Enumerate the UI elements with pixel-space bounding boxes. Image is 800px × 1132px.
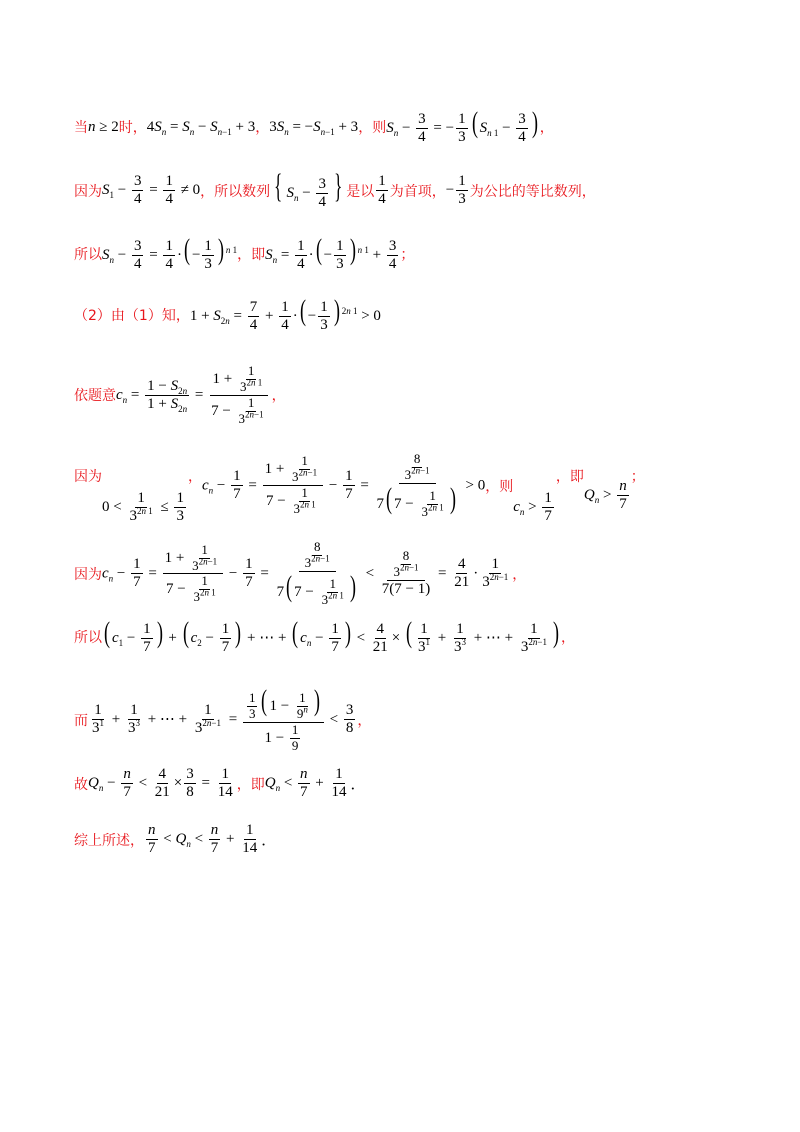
line-11: 综上所述， $\frac{n}{7}$ < $Q_n$ < $\frac{n}{7}$ + $\frac{1}{14}$ ．: [74, 822, 277, 857]
text: 因为: [74, 183, 102, 200]
line-3: 所以 $S_n$ − $\frac{3}{4}$ = $\frac{1}{4}$ ·( − $\frac{1}{3}$ ) $^{n 1}$ ，即 $S_n$ = $\frac{1}{4}$ ·( − $\frac{1}{3}$ ) $^{n 1}$ + $\frac{3}{4}$ ；: [74, 233, 415, 273]
text: ，: [271, 388, 286, 405]
line-1: 当 n ≥ 2 时， $4S_n = S_n - S_{n-1} + 3$ ， $3S_n = -S_{n-1} + 3$ ， 则 $S_n$ − $\frac{3}{4}$ = − $\frac{1}{3}$ ( $S_{n 1}$ − $\frac{3}{4}$ ) ，: [74, 106, 554, 146]
line-9: 而 $\frac{1}{3^1}$ + $\frac{1}{3^3}$ + ⋯ + $\frac{1}{3^{2n-1}}$ = $\frac{1}{3}$ ( 1 − $\frac{1}{9^n}$ ) 1 − $\frac{1}{9}$ < $\frac{3}{8}$ ，: [74, 684, 372, 753]
line-10: 故 $Q_n$ − $\frac{n}{7}$ < $\frac{4}{21}$ × $\frac{3}{8}$ = $\frac{1}{14}$ ，即 $Q_n$ < $\frac{n}{7}$ + $\frac{1}{14}$ ．: [74, 766, 366, 801]
text: ，: [357, 712, 372, 729]
text: ；: [630, 468, 645, 485]
text: 所以: [74, 630, 102, 647]
text: ，: [512, 566, 527, 583]
text: ，所以数列: [200, 183, 271, 200]
text: 为首项，: [389, 183, 446, 200]
text: ，则: [485, 478, 514, 495]
text: ．: [350, 777, 366, 794]
line-5: 依题意 $c_n$ = $\frac{1 - S_{2n}}{1 + S_{2n}}$ = 1 + $\frac{1}{3^{2n 1}}$ 7 − $\frac{1}{3^{2n-1}}$ ，: [74, 363, 286, 426]
text: （2）由（1）知，: [74, 308, 190, 325]
text: ．: [261, 833, 277, 850]
text: 因为: [74, 566, 102, 583]
text: ，: [560, 630, 575, 647]
text: 因为: [74, 468, 102, 485]
text: 故: [74, 776, 88, 793]
text: ，即: [236, 776, 265, 793]
text: 而: [74, 712, 88, 729]
text: ，即: [237, 247, 266, 264]
text: 则: [372, 120, 387, 137]
text: 所以: [74, 247, 102, 264]
line-7: 因为 $c_n$ − $\frac{1}{7}$ = 1 + $\frac{1}{3^{2n-1}}$ 7 − $\frac{1}{3^{2n 1}}$ − $\frac{1}{7}$ = $\frac{8}{3^{2n-1}}$ 7( 7 − $\frac{1}{3^{2n 1}}$ ) < $\frac{\frac{8}{3^{2n-1}}}{7(7 - 1)}$ = $\frac{4}{21}$ · $\frac{1}{3^{2n-1}}$ ，: [74, 539, 527, 607]
text: ，: [539, 120, 554, 137]
text: 综上所述，: [74, 832, 144, 849]
text: 时，: [118, 120, 147, 137]
text: 为公比的等比数列，: [469, 183, 596, 200]
text: ，: [255, 120, 270, 137]
text: ，即: [555, 468, 584, 485]
text: 当: [74, 120, 88, 137]
text: ，: [358, 120, 373, 137]
text: 是以: [346, 183, 375, 200]
line-6: 因为 0 < $\frac{1}{3^{2n 1}}$ ≤ $\frac{1}{3}$ ， $c_n$ − $\frac{1}{7}$ = 1 + $\frac{1}{3^{2n-1}}$ 7 − $\frac{1}{3^{2n 1}}$ − $\frac{1}{7}$ = $\frac{8}{3^{2n-1}}$ 7( 7 − $\frac{1}{3^{2n 1}}$ ) > 0 ，则 $c_n$ > $\frac{1}{7}$ ，即 $Q_n$ > $\frac{n}{7}$ ；: [74, 450, 645, 525]
text: ；: [400, 247, 415, 264]
text: ，: [187, 468, 202, 485]
line-4: （2）由（1）知， $1 + S_{2n}$ = $\frac{7}{4}$ + $\frac{1}{4}$ ·( − $\frac{1}{3}$ ) $^{2n 1}$ > 0: [74, 294, 381, 334]
line-2: 因为 $S_1$ − $\frac{3}{4}$ = $\frac{1}{4}$ ≠ 0 ，所以数列 { $S_n$ − $\frac{3}{4}$ } 是以 $\frac{1}{4}$ 为首项， − $\frac{1}{3}$ 为公比的等比数列，: [74, 168, 596, 211]
text: 依题意: [74, 388, 116, 405]
line-8: 所以 ( $c_1$ − $\frac{1}{7}$ ) + ( $c_2$ − $\frac{1}{7}$ ) + ⋯ + ( $c_n$ − $\frac{1}{7}$ ) < $\frac{4}{21}$ × ( $\frac{1}{3^1}$ + $\frac{1}{3^3}$ + ⋯ + $\frac{1}{3^{2n-1}}$ ) ，: [74, 616, 575, 656]
